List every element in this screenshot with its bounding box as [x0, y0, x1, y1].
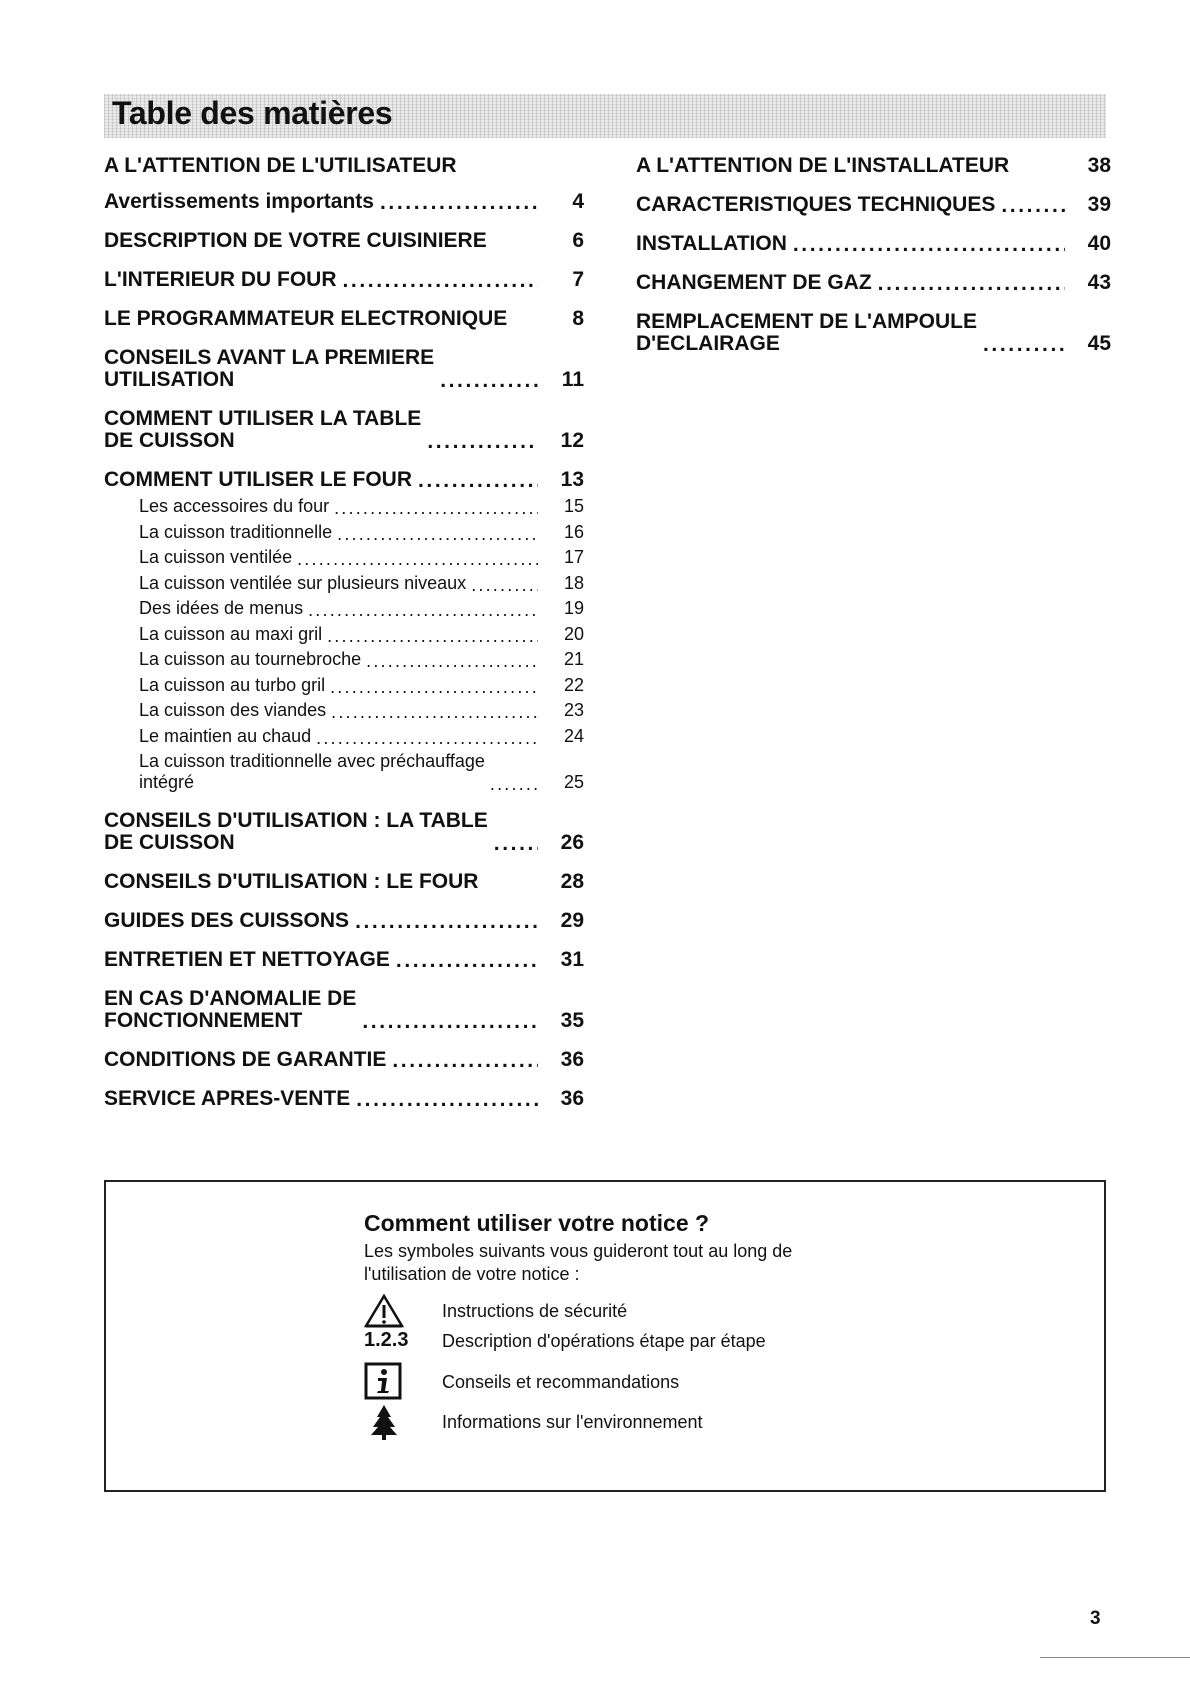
leader-dots [337, 525, 538, 543]
toc-entry-page: 36 [560, 1048, 584, 1071]
toc-subentry-group [104, 496, 584, 793]
title-bar [104, 94, 1106, 138]
page-title: Table des matières [112, 95, 393, 131]
toc-subentry-page: 15 [563, 496, 584, 516]
toc-entry[interactable] [636, 272, 1111, 294]
toc-entry-page: 13 [560, 468, 584, 491]
toc-subentry-page: 20 [563, 623, 584, 644]
toc-entry-page: 45 [1087, 332, 1111, 355]
toc-subentry-label: Les accessoires du four [139, 496, 330, 516]
toc-subentry-page: 18 [563, 572, 584, 593]
toc-subentry[interactable] [104, 522, 584, 543]
notice-intro: Les symboles suivants vous guideront tout au long de l'utilisation de votre notice : [364, 1241, 793, 1284]
leader-dots [427, 432, 538, 452]
toc-entry[interactable] [104, 949, 584, 971]
toc-subentry-page: 23 [563, 700, 584, 720]
leader-dots [494, 834, 538, 854]
toc-right-column [636, 155, 1111, 372]
toc-header-label: A L'ATTENTION DE L'UTILISATEUR [104, 154, 457, 177]
toc-subentry[interactable] [104, 573, 584, 594]
toc-entry-page: 43 [1087, 271, 1111, 294]
toc-entry-page: 12 [560, 429, 584, 452]
step-number-symbol: 1.2.3 [364, 1329, 409, 1351]
warning-triangle-icon [364, 1294, 424, 1328]
toc-subentry-label: La cuisson traditionnelle avec préchauffage intégré [139, 751, 485, 792]
legend-row-safety [364, 1294, 964, 1328]
toc-entry-page: 11 [561, 368, 584, 391]
toc-entry-label: CONDITIONS DE GARANTIE [104, 1048, 387, 1071]
toc-subentry-label: La cuisson traditionnelle [139, 521, 333, 542]
leader-dots [331, 703, 538, 721]
leader-dots [490, 775, 538, 793]
toc-entry-label: LE PROGRAMMATEUR ELECTRONIQUE [104, 307, 508, 330]
toc-entry-label: SERVICE APRES-VENTE [104, 1087, 351, 1110]
leader-dots [1001, 196, 1065, 216]
leader-dots [297, 550, 538, 568]
leader-dots [343, 271, 539, 291]
legend-text: Description d'opérations étape par étape [442, 1331, 766, 1351]
bottom-rule [1040, 1657, 1190, 1658]
toc-entry[interactable] [636, 311, 1111, 355]
toc-entry-label: INSTALLATION [636, 232, 787, 255]
legend-text: Informations sur l'environnement [442, 1412, 703, 1432]
toc-subentry[interactable] [104, 624, 584, 645]
toc-entry[interactable] [104, 408, 584, 452]
toc-entry-label: EN CAS D'ANOMALIE DE FONCTIONNEMENT [104, 987, 357, 1032]
toc-subentry-label: La cuisson ventilée sur plusieurs niveaux [139, 572, 467, 593]
toc-subentry-page: 25 [563, 772, 584, 792]
toc-entry[interactable] [104, 230, 584, 252]
leader-dots [392, 1051, 538, 1071]
toc-entry[interactable] [636, 155, 1111, 177]
leader-dots [308, 601, 538, 619]
toc-subentry-label: Des idées de menus [139, 598, 304, 618]
toc-subentry[interactable] [104, 547, 584, 568]
toc-entry[interactable] [104, 308, 584, 330]
leader-dots [983, 335, 1065, 355]
toc-entry-label: L'INTERIEUR DU FOUR [104, 268, 337, 291]
toc-entry[interactable] [104, 269, 584, 291]
legend-row-steps [364, 1328, 964, 1362]
toc-entry-page: 39 [1087, 193, 1111, 216]
toc-subentry-page: 19 [563, 598, 584, 618]
leader-dots [418, 471, 538, 491]
toc-entry-label: REMPLACEMENT DE L'AMPOULE D'ECLAIRAGE [636, 310, 977, 355]
toc-subentry[interactable] [104, 675, 584, 696]
notice-box [104, 1180, 1106, 1492]
toc-section-header [104, 155, 584, 177]
leader-dots [330, 678, 538, 696]
toc-subentry-page: 22 [563, 674, 584, 695]
toc-entry-page: 28 [560, 870, 584, 893]
toc-entry-label: GUIDES DES CUISSONS [104, 909, 350, 932]
leader-dots [878, 274, 1065, 294]
toc-entry-label: CONSEILS D'UTILISATION : LE FOUR [104, 870, 479, 893]
toc-subentry[interactable] [104, 700, 584, 721]
toc-subentry-label: La cuisson au turbo gril [139, 674, 326, 695]
leader-dots [362, 1012, 538, 1032]
toc-subentry-label: La cuisson ventilée [139, 547, 293, 567]
notice-title: Comment utiliser votre notice ? [364, 1210, 710, 1236]
toc-subentry[interactable] [104, 598, 584, 619]
toc-subentry-page: 17 [563, 547, 584, 567]
leader-dots [793, 235, 1065, 255]
toc-entry[interactable] [104, 1049, 584, 1071]
tree-icon [364, 1404, 424, 1438]
toc-subentry-label: Le maintien au chaud [139, 725, 312, 746]
legend-text: Conseils et recommandations [442, 1372, 680, 1392]
toc-entry-page: 31 [560, 948, 584, 971]
info-icon [364, 1362, 424, 1396]
toc-entry[interactable] [104, 910, 584, 932]
leader-dots [440, 371, 538, 391]
toc-entry-page: 35 [560, 1009, 584, 1032]
toc-entry[interactable] [636, 194, 1111, 216]
toc-subentry[interactable] [104, 496, 584, 517]
leader-dots [327, 627, 538, 645]
toc-entry[interactable] [104, 871, 584, 893]
toc-subentry-page: 21 [563, 649, 584, 669]
toc-subentry-label: La cuisson au tournebroche [139, 649, 362, 669]
toc-subentry-page: 16 [563, 521, 584, 542]
toc-entry-page: 40 [1087, 232, 1111, 255]
toc-entry-label: CONSEILS D'UTILISATION : LA TABLE DE CUISSON [104, 809, 488, 854]
toc-entry-label: Avertissements importants [104, 190, 374, 213]
toc-entry-page: 36 [560, 1087, 584, 1110]
toc-entry-label: CHANGEMENT DE GAZ [636, 271, 872, 294]
toc-subentry-label: La cuisson au maxi gril [139, 623, 323, 644]
toc-entry-page: 29 [560, 909, 584, 932]
toc-entry-page: 26 [560, 831, 584, 854]
legend-row-tips [364, 1362, 964, 1396]
toc-entry-label: CONSEILS AVANT LA PREMIERE UTILISATION [104, 346, 435, 391]
leader-dots [316, 729, 538, 747]
leader-dots [355, 912, 538, 932]
leader-dots [356, 1090, 538, 1110]
toc-entry-page: 7 [572, 268, 584, 291]
toc-entry[interactable] [104, 810, 584, 854]
leader-dots [471, 576, 538, 594]
toc-entry-page: 6 [572, 229, 584, 252]
toc-entry[interactable] [104, 191, 584, 213]
toc-entry[interactable] [104, 988, 584, 1032]
toc-entry-page: 38 [1087, 154, 1111, 177]
page-number: 3 [1090, 1608, 1101, 1629]
leader-dots [380, 193, 538, 213]
leader-dots [396, 951, 538, 971]
toc-subentry[interactable] [104, 751, 584, 793]
toc-entry-label: A L'ATTENTION DE L'INSTALLATEUR [636, 154, 1010, 177]
leader-dots [334, 499, 538, 517]
legend-row-environment [364, 1404, 964, 1438]
toc-entry-label: CARACTERISTIQUES TECHNIQUES [636, 193, 996, 216]
toc-entry-label: ENTRETIEN ET NETTOYAGE [104, 948, 390, 971]
toc-entry[interactable] [104, 469, 584, 491]
toc-subentry-page: 24 [563, 725, 584, 746]
toc-entry-page: 4 [572, 190, 584, 213]
legend-text: Instructions de sécurité [442, 1301, 628, 1321]
toc-entry[interactable] [104, 1088, 584, 1110]
toc-entry[interactable] [104, 347, 584, 391]
toc-entry-label: COMMENT UTILISER LE FOUR [104, 468, 412, 491]
toc-entry-label: DESCRIPTION DE VOTRE CUISINIERE [104, 229, 487, 252]
toc-subentry-label: La cuisson des viandes [139, 700, 327, 720]
toc-subentry[interactable] [104, 726, 584, 747]
toc-left-column [104, 155, 584, 1127]
toc-subentry[interactable] [104, 649, 584, 670]
toc-entry[interactable] [636, 233, 1111, 255]
toc-entry-page: 8 [572, 307, 584, 330]
leader-dots [366, 652, 538, 670]
toc-entry-label: COMMENT UTILISER LA TABLE DE CUISSON [104, 407, 422, 452]
